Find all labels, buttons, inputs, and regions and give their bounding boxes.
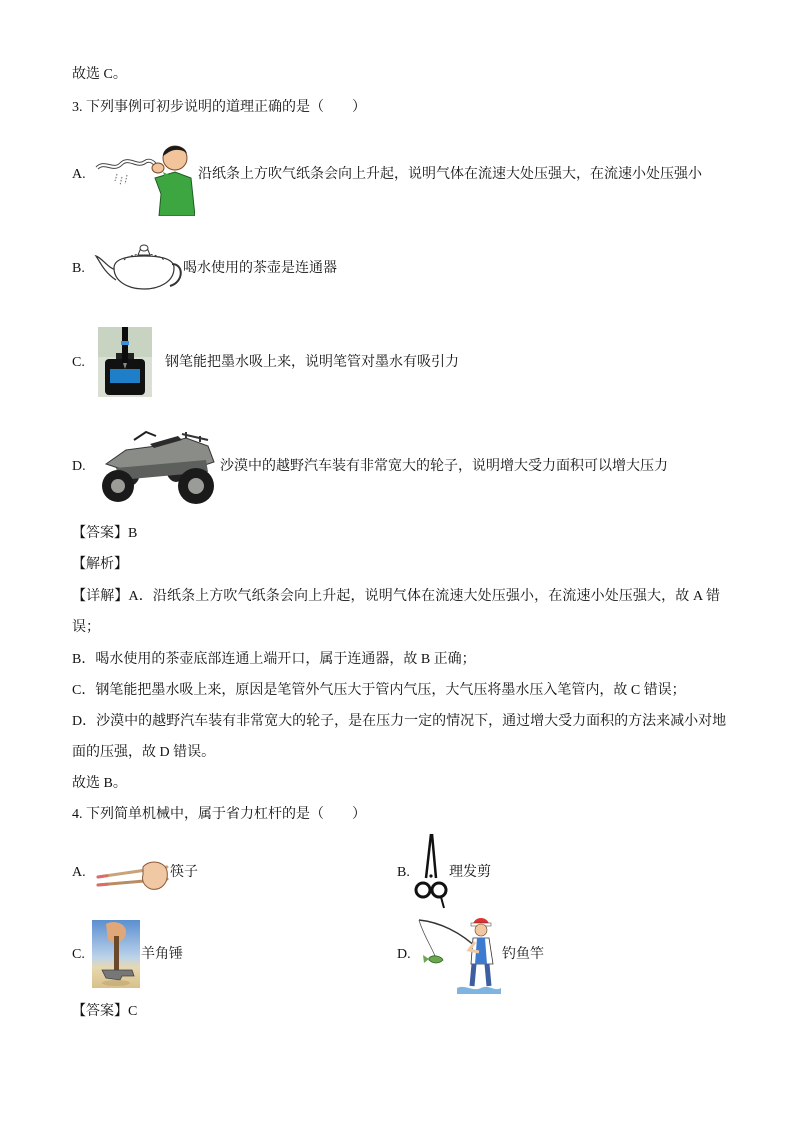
scissor-blade-right xyxy=(432,834,436,878)
q4-option-c-text: 羊角锤 xyxy=(141,947,183,962)
fisherman-head xyxy=(475,924,487,936)
q4-option-c-label: C. xyxy=(72,947,85,962)
fish xyxy=(429,956,443,963)
q3-explanation-line: 面的压强，故 D 错误。 xyxy=(72,745,216,760)
q3-option-a-text: 沿纸条上方吹气纸条会向上升起，说明气体在流速大处压强大，在流速小处压强小 xyxy=(198,167,702,182)
q4-option-b-text: 理发剪 xyxy=(449,865,491,880)
question-4-stem: 4. 下列简单机械中，属于省力杠杆的是（ ） xyxy=(72,807,366,822)
ink-bottle-label xyxy=(110,369,140,383)
teapot-illustration xyxy=(94,238,182,300)
fishing-rod xyxy=(419,920,479,950)
boy-hand xyxy=(152,163,164,173)
hair-scissors-illustration xyxy=(414,832,448,910)
hand xyxy=(142,862,167,889)
q3-option-b-label: B. xyxy=(72,261,85,276)
boy-shirt xyxy=(155,172,195,216)
hammer-handle xyxy=(114,936,119,970)
q4-option-d-text: 钓鱼竿 xyxy=(502,947,544,962)
q3-answer: 【答案】B xyxy=(72,526,138,541)
q3-explanation-line: D．沙漠中的越野汽车装有非常宽大的轮子，是在压力一定的情况下，通过增大受力面积的方法来减小对地 xyxy=(72,714,727,729)
vehicle-handlebar xyxy=(134,432,156,440)
q4-answer: 【答案】C xyxy=(72,1004,138,1019)
q3-analysis-heading: 【解析】 xyxy=(72,557,128,572)
q3-option-c-label: C. xyxy=(72,355,85,370)
q4-option-b-label: B. xyxy=(397,865,410,880)
scissor-ring-right xyxy=(432,883,446,897)
q3-explanation-line: B．喝水使用的茶壶底部连通上端开口，属于连通器，故 B 正确； xyxy=(72,652,476,667)
scissor-blade-left xyxy=(426,834,431,878)
fountain-pen-ink-bottle-photo xyxy=(98,327,152,397)
previous-conclusion: 故选 C。 xyxy=(72,67,127,82)
q3-option-a-label: A. xyxy=(72,167,86,182)
air-motion-lines xyxy=(115,174,127,185)
off-road-vehicle-photo xyxy=(96,424,218,506)
q4-option-a-text: 筷子 xyxy=(170,865,198,880)
scissor-pivot xyxy=(429,874,432,877)
q4-option-a-label: A. xyxy=(72,865,86,880)
q3-explanation-line: 【详解】A．沿纸条上方吹气纸条会向上升起，说明气体在流速大处压强小，在流速小处压强大，故 A 错 xyxy=(72,589,720,604)
q3-explanation-line: 误； xyxy=(72,620,100,635)
fisherman-legs xyxy=(472,964,489,986)
boy-blowing-paper-strip-illustration xyxy=(95,138,195,216)
q3-explanation-line: C．钢笔能把墨水吸上来，原因是笔管外气压大于管内气压，大气压将墨水压入笔管内，故 C 错误； xyxy=(72,683,686,698)
q3-option-b-text: 喝水使用的茶壶是连通器 xyxy=(183,261,337,276)
q4-option-d-label: D. xyxy=(397,947,411,962)
teapot-spout xyxy=(96,256,116,280)
q3-conclusion: 故选 B。 xyxy=(72,776,127,791)
fishing-line xyxy=(419,920,435,956)
fishing-rod-illustration xyxy=(417,914,501,994)
water xyxy=(457,987,501,994)
teapot-body xyxy=(114,256,174,289)
q3-option-d-label: D. xyxy=(72,459,86,474)
q3-option-c-text: 钢笔能把墨水吸上来，说明笔管对墨水有吸引力 xyxy=(165,355,459,370)
chopsticks-illustration xyxy=(95,853,169,893)
q3-option-d-text: 沙漠中的越野汽车装有非常宽大的轮子，说明增大受力面积可以增大压力 xyxy=(220,459,668,474)
teapot-knob xyxy=(140,245,148,251)
scissor-ring-left xyxy=(416,883,430,897)
question-3-stem: 3. 下列事例可初步说明的道理正确的是（ ） xyxy=(72,100,366,115)
claw-hammer-photo xyxy=(92,920,140,988)
